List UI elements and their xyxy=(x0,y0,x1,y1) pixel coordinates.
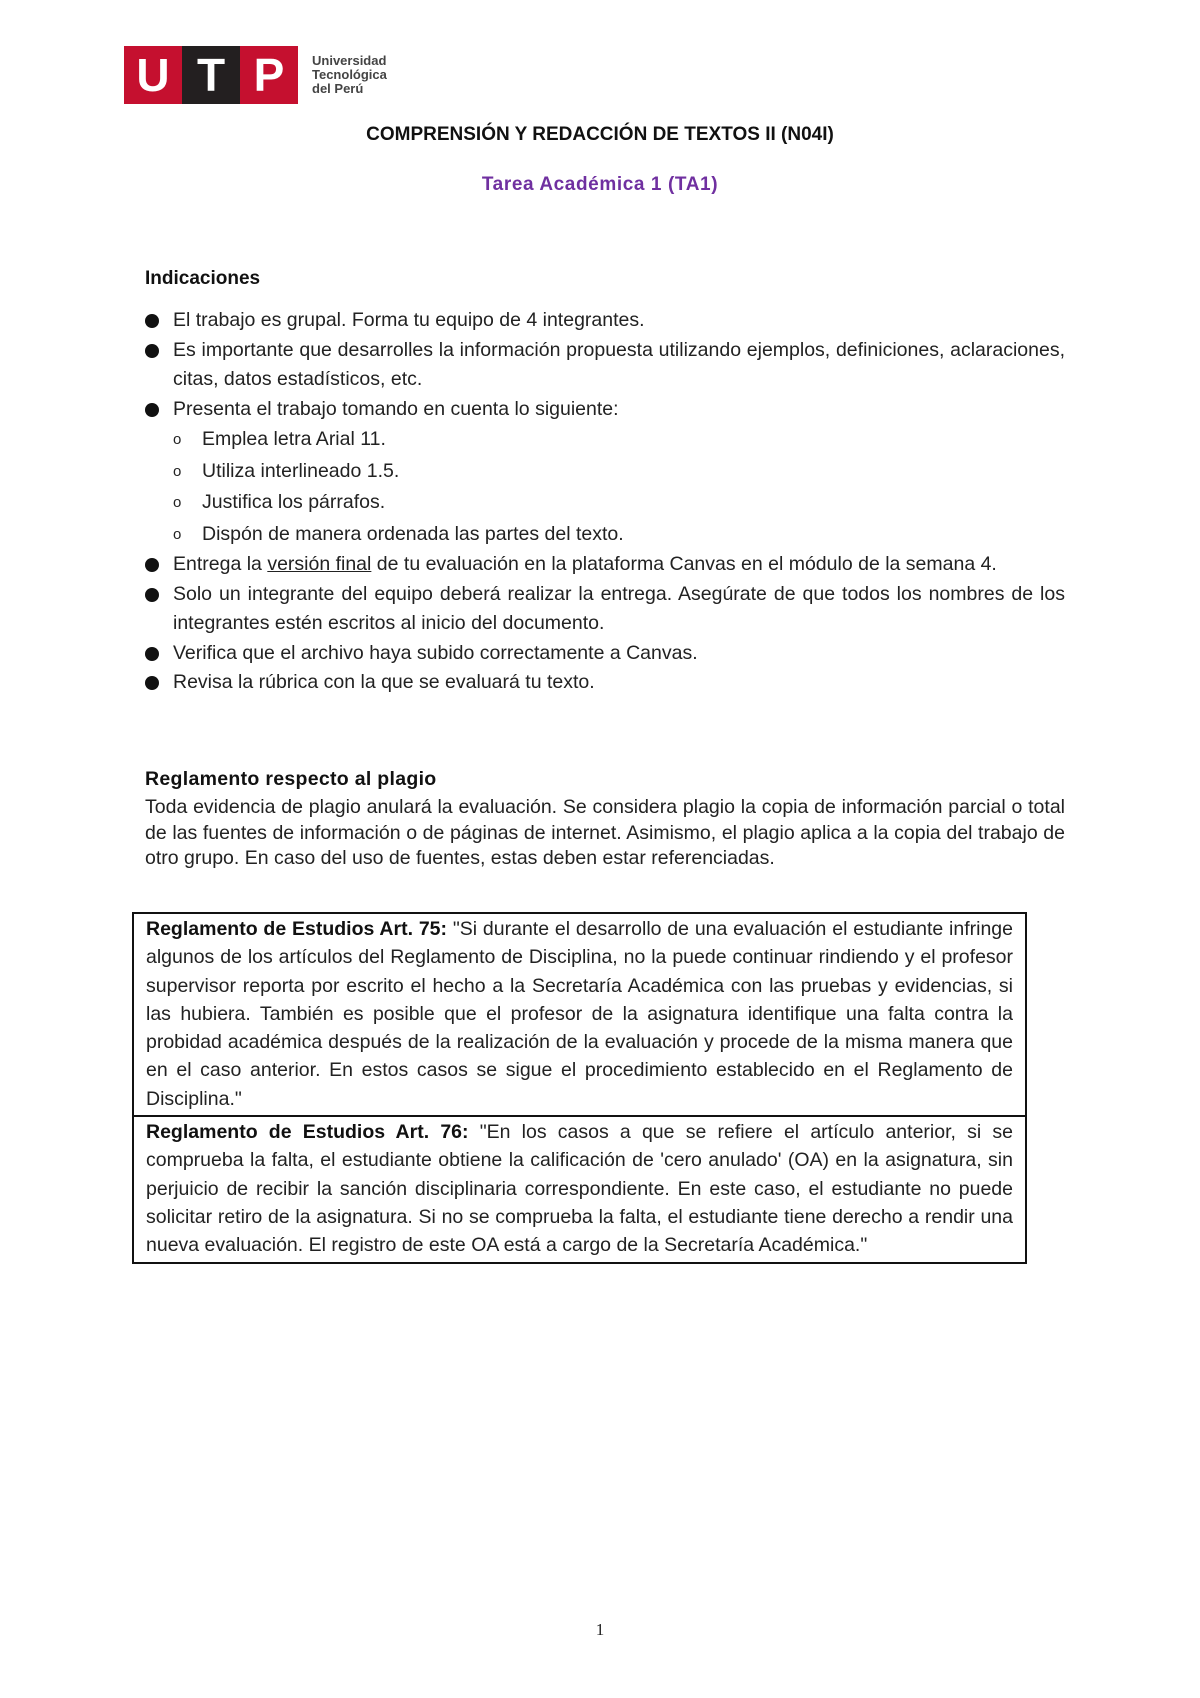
bullet-icon xyxy=(145,314,159,328)
article-76-text: "En los casos a que se refiere el artículo anterior, si se comprueba la falta, el estudiante obtiene la calificación de 'cero anulado' (OA) en la asignatura, sin perjuicio de recibir la sanción disciplinaria correspondiente. En este caso, el estudiante no puede solicitar retiro de la asignatura. Si no se comprueba la falta, el estudiante tiene derecho a rendir una nueva evaluación. El registro de este OA está a cargo de la Secretaría Académica." xyxy=(146,1121,1013,1257)
assignment-subtitle: Tarea Académica 1 (TA1) xyxy=(481,174,719,195)
regulations-table xyxy=(132,912,1027,1264)
page-number: 1 xyxy=(595,1620,605,1639)
underlined-term: versión final xyxy=(267,553,372,575)
sub-bullet-icon: o xyxy=(173,462,182,480)
utp-logo-mark xyxy=(124,46,298,104)
sub-list-item: o Dispón de manera ordenada las partes del texto. xyxy=(145,519,1065,551)
article-76-cell xyxy=(134,1115,1025,1261)
bullet-icon xyxy=(145,558,159,572)
sub-bullet-icon: o xyxy=(173,525,182,543)
indications-heading: Indicaciones xyxy=(145,268,261,289)
bullet-icon xyxy=(145,403,159,417)
course-title: COMPRENSIÓN Y REDACCIÓN DE TEXTOS II (N04I) xyxy=(366,124,834,145)
article-75-label: Reglamento de Estudios Art. 75: xyxy=(146,918,448,940)
sub-list-item: o Utiliza interlineado 1.5. xyxy=(145,456,1065,488)
bullet-icon xyxy=(145,588,159,602)
sub-list-item: o Justifica los párrafos. xyxy=(145,487,1065,519)
sub-list-item: o Emplea letra Arial 11. xyxy=(145,424,1065,456)
article-76-label: Reglamento de Estudios Art. 76: xyxy=(146,1121,469,1144)
logo-letter-u: U xyxy=(124,46,182,104)
list-item: Presenta el trabajo tomando en cuenta lo siguiente: xyxy=(145,395,1065,425)
sub-bullet-icon: o xyxy=(173,431,182,448)
logo-letter-t: T xyxy=(182,46,240,104)
sub-bullet-icon: o xyxy=(173,494,182,511)
logo-institution-name: Universidad Tecnológica del Perú xyxy=(312,53,387,96)
utp-logo xyxy=(124,46,387,104)
plagiarism-paragraph: Toda evidencia de plagio anulará la evaluación. Se considera plagio la copia de información parcial o total de las fuentes de información o de páginas de internet. Asimismo, el plagio aplica a la copia del trabajo de otro grupo. En caso del uso de fuentes, estas deben estar referenciadas. xyxy=(145,796,1065,869)
article-75-text: "Si durante el desarrollo de una evaluación el estudiante infringe algunos de los artículos del Reglamento de Disciplina, no la puede continuar rindiendo y el profesor supervisor reporta por escrito el hecho a la Secretaría Académica con las pruebas y evidencias, si las hubiera. También es posible que el profesor de la asignatura identifique una falta contra la probidad académica después de la realización de la evaluación y procede de la misma manera que en el caso anterior. En estos casos se sigue el procedimiento establecido en el Reglamento de Disciplina." xyxy=(146,918,1013,1110)
list-item: Es importante que desarrolles la información propuesta utilizando ejemplos, definiciones, aclaraciones, citas, datos estadísticos, etc. xyxy=(145,336,1065,395)
article-75-cell xyxy=(134,914,1025,1115)
list-item: Entrega la versión final de tu evaluación en la plataforma Canvas en el módulo de la semana 4. xyxy=(145,550,1065,580)
list-item: Solo un integrante del equipo deberá realizar la entrega. Asegúrate de que todos los nombres de los integrantes estén escritos al inicio del documento. xyxy=(145,580,1065,639)
bullet-icon xyxy=(145,344,159,358)
plagiarism-heading: Reglamento respecto al plagio xyxy=(145,768,437,790)
logo-letter-p: P xyxy=(240,46,298,104)
bullet-icon xyxy=(145,676,159,690)
list-item: Verifica que el archivo haya subido correctamente a Canvas. xyxy=(145,639,1065,669)
list-item: Revisa la rúbrica con la que se evaluará tu texto. xyxy=(145,668,1065,698)
bullet-icon xyxy=(145,647,159,661)
indications-list xyxy=(145,306,1065,698)
list-item: El trabajo es grupal. Forma tu equipo de 4 integrantes. xyxy=(145,306,1065,336)
